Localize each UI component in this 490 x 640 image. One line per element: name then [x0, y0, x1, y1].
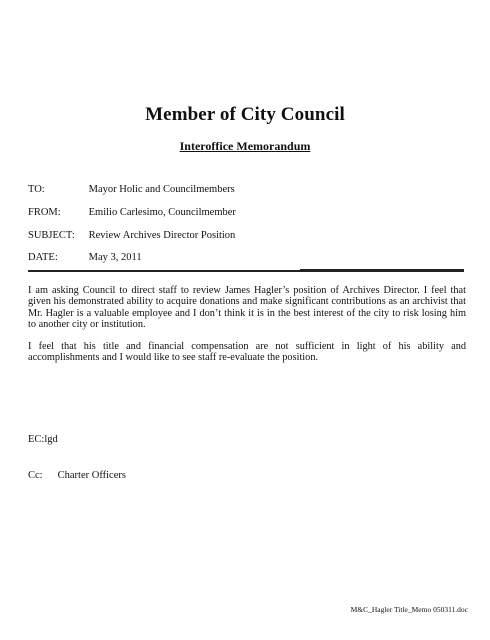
cc-line [28, 470, 126, 481]
date-label: DATE: [28, 252, 58, 263]
date-field [28, 252, 142, 263]
memo-subtitle: Interoffice Memorandum [179, 139, 311, 153]
header-divider-accent [300, 269, 464, 272]
from-field [28, 207, 236, 218]
body-paragraph-2: I feel that his title and financial compensation are not sufficient in light of his ability and accomplishments and I would like to see staff re-evaluate the position. [28, 341, 466, 364]
from-value: Emilio Carlesimo, Councilmember [88, 207, 236, 218]
subject-label: SUBJECT: [28, 230, 75, 241]
memo-title: Member of City Council [145, 104, 345, 125]
file-name-footer: M&C_Hagler Title_Memo 050311.doc [350, 605, 468, 614]
typist-initials: EC:lgd [28, 434, 58, 445]
body-paragraph-1: I am asking Council to direct staff to review James Hagler’s position of Archives Director. I feel that given his demonstrated ability to acquire donations and make significant contributions as an archivist that Mr. Hagler is a valuable employee and I don’t think it is in the best interest of the city to risk losing him to another city or institution. [28, 285, 466, 331]
cc-label: Cc: [28, 470, 43, 481]
to-value: Mayor Holic and Councilmembers [88, 184, 235, 195]
subject-field [28, 230, 235, 241]
to-label: TO: [28, 184, 45, 195]
cc-value: Charter Officers [57, 470, 126, 481]
to-field [28, 184, 235, 195]
date-value: May 3, 2011 [88, 252, 142, 263]
from-label: FROM: [28, 207, 61, 218]
subject-value: Review Archives Director Position [88, 230, 236, 241]
